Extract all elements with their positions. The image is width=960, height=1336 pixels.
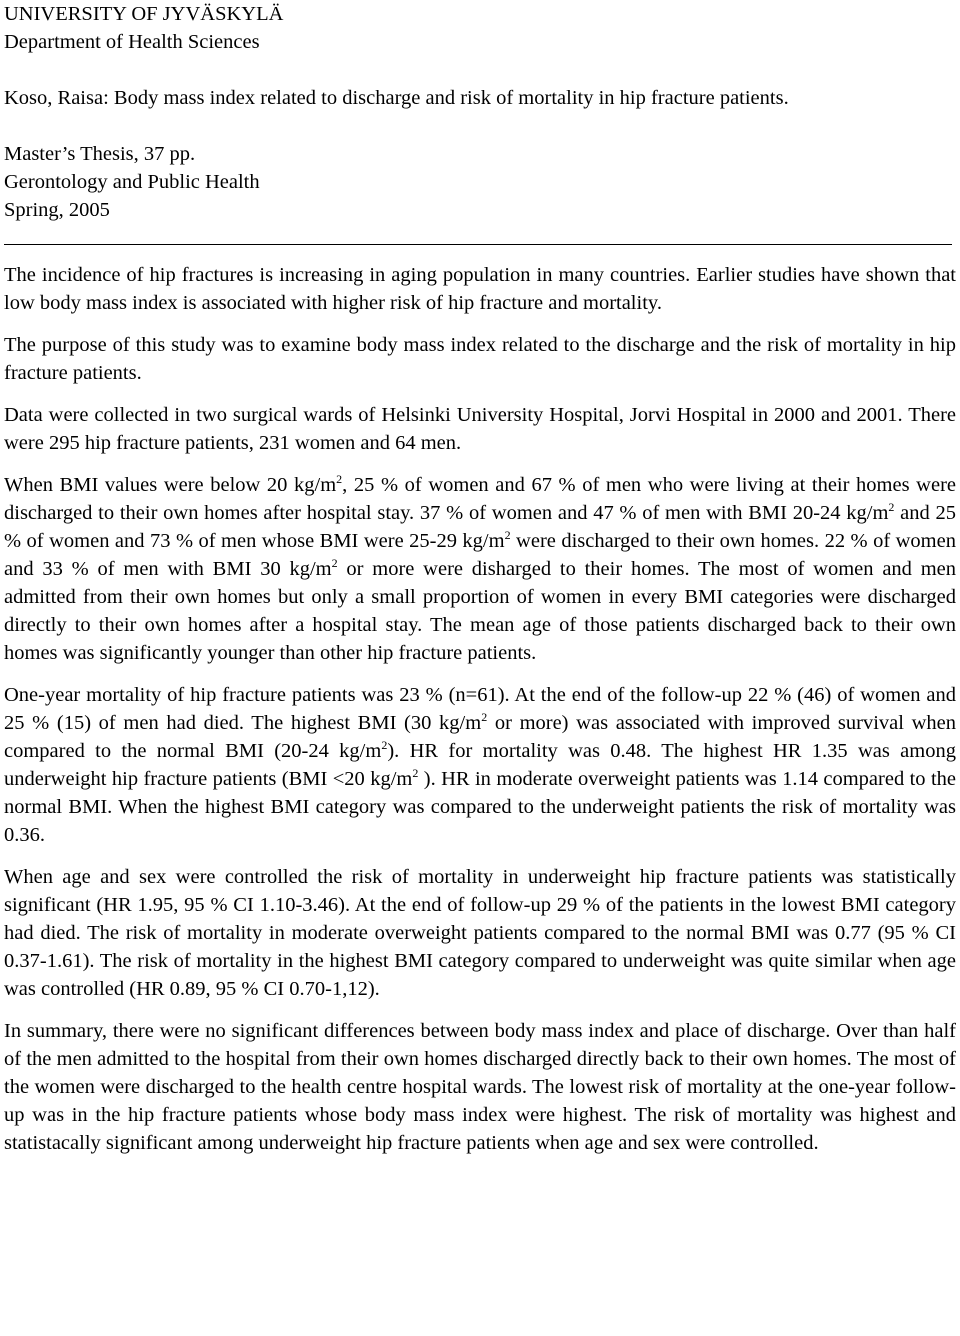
- author-title: Koso, Raisa: Body mass index related to discharge and risk of mortality in hip fracture patients.: [4, 87, 789, 109]
- text-span: and 25 % of women and 73 % of men whose BMI were 25-29 kg/m: [4, 502, 956, 552]
- paragraph-data: Data were collected in two surgical wards of Helsinki University Hospital, Jorvi Hospital in 2000 and 2001. There were 295 hip fracture patients, 231 women and 64 men.: [4, 404, 956, 454]
- text-span: or more) was associated with improved survival when compared to the normal BMI (20-24 kg/m: [4, 712, 956, 762]
- paragraph-purpose: The purpose of this study was to examine body mass index related to the discharge and the risk of mortality in hip fracture patients.: [4, 334, 956, 384]
- paragraph-mortality-results: [4, 681, 956, 849]
- superscript: 2: [381, 738, 388, 753]
- text-span: When BMI values were below 20 kg/m: [4, 474, 337, 496]
- department-name: Department of Health Sciences: [4, 31, 260, 53]
- text-span: ). HR for mortality was 0.48. The highest HR 1.35 was among underweight hip fracture patients (BMI <20 kg/m: [4, 740, 956, 790]
- text-span: or more were disharged to their homes. The most of women and men admitted from their own homes but only a small proportion of women in every BMI categories were discharged directly to their own homes after a hospital stay. The mean age of those patients discharged back to their own homes was significantly younger than other hip fracture patients.: [4, 558, 956, 664]
- paragraph-background: The incidence of hip fractures is increasing in aging population in many countries. Earlier studies have shown that low body mass index is associated with higher risk of hip fracture and mortality.: [4, 264, 956, 314]
- superscript: 2: [412, 766, 419, 781]
- text-span: One-year mortality of hip fracture patients was 23 % (n=61). At the end of the follow-up 22 % (46) of women and 25 % (15) of men had died. The highest BMI (30 kg/m: [4, 684, 956, 734]
- paragraph-discharge-results: [4, 471, 956, 667]
- superscript: 2: [504, 528, 511, 543]
- thesis-type: Master’s Thesis, 37 pp.: [4, 143, 196, 165]
- term: Spring, 2005: [4, 199, 110, 221]
- header-divider: [4, 244, 952, 245]
- paragraph-adjusted-results: When age and sex were controlled the risk of mortality in underweight hip fracture patients was statistically significant (HR 1.95, 95 % CI 1.10-3.46). At the end of follow-up 29 % of the patients in the lowest BMI category had died. The risk of mortality in moderate overweight patients compared to the normal BMI was 0.77 (95 % CI 0.37-1.61). The risk of mortality in the highest BMI category compared to underweight was quite similar when age was controlled (HR 0.89, 95 % CI 0.70-1,12).: [4, 866, 956, 1000]
- superscript: 2: [336, 472, 343, 487]
- document-page: [4, 0, 956, 1171]
- text-span: were discharged to their own homes. 22 % of women and 33 % of men with BMI 30 kg/m: [4, 530, 956, 580]
- superscript: 2: [331, 556, 338, 571]
- program-name: Gerontology and Public Health: [4, 171, 260, 193]
- university-name: UNIVERSITY OF JYVÄSKYLÄ: [4, 3, 284, 25]
- text-span: ). HR in moderate overweight patients was 1.14 compared to the normal BMI. When the highest BMI category was compared to the underweight patients the risk of mortality was 0.36.: [4, 768, 956, 846]
- superscript: 2: [888, 500, 895, 515]
- thesis-header: [4, 0, 956, 224]
- superscript: 2: [481, 710, 488, 725]
- paragraph-summary: In summary, there were no significant differences between body mass index and place of discharge. Over than half of the men admitted to the hospital from their own homes discharged directly back to their own homes. The most of the women were discharged to the health centre hospital wards. The lowest risk of mortality at the one-year follow-up was in the hip fracture patients whose body mass index were highest. The risk of mortality was highest and statistacally significant among underweight hip fracture patients when age and sex were controlled.: [4, 1020, 956, 1154]
- text-span: , 25 % of women and 67 % of men who were living at their homes were discharged to their own homes after hospital stay. 37 % of women and 47 % of men with BMI 20-24 kg/m: [4, 474, 956, 524]
